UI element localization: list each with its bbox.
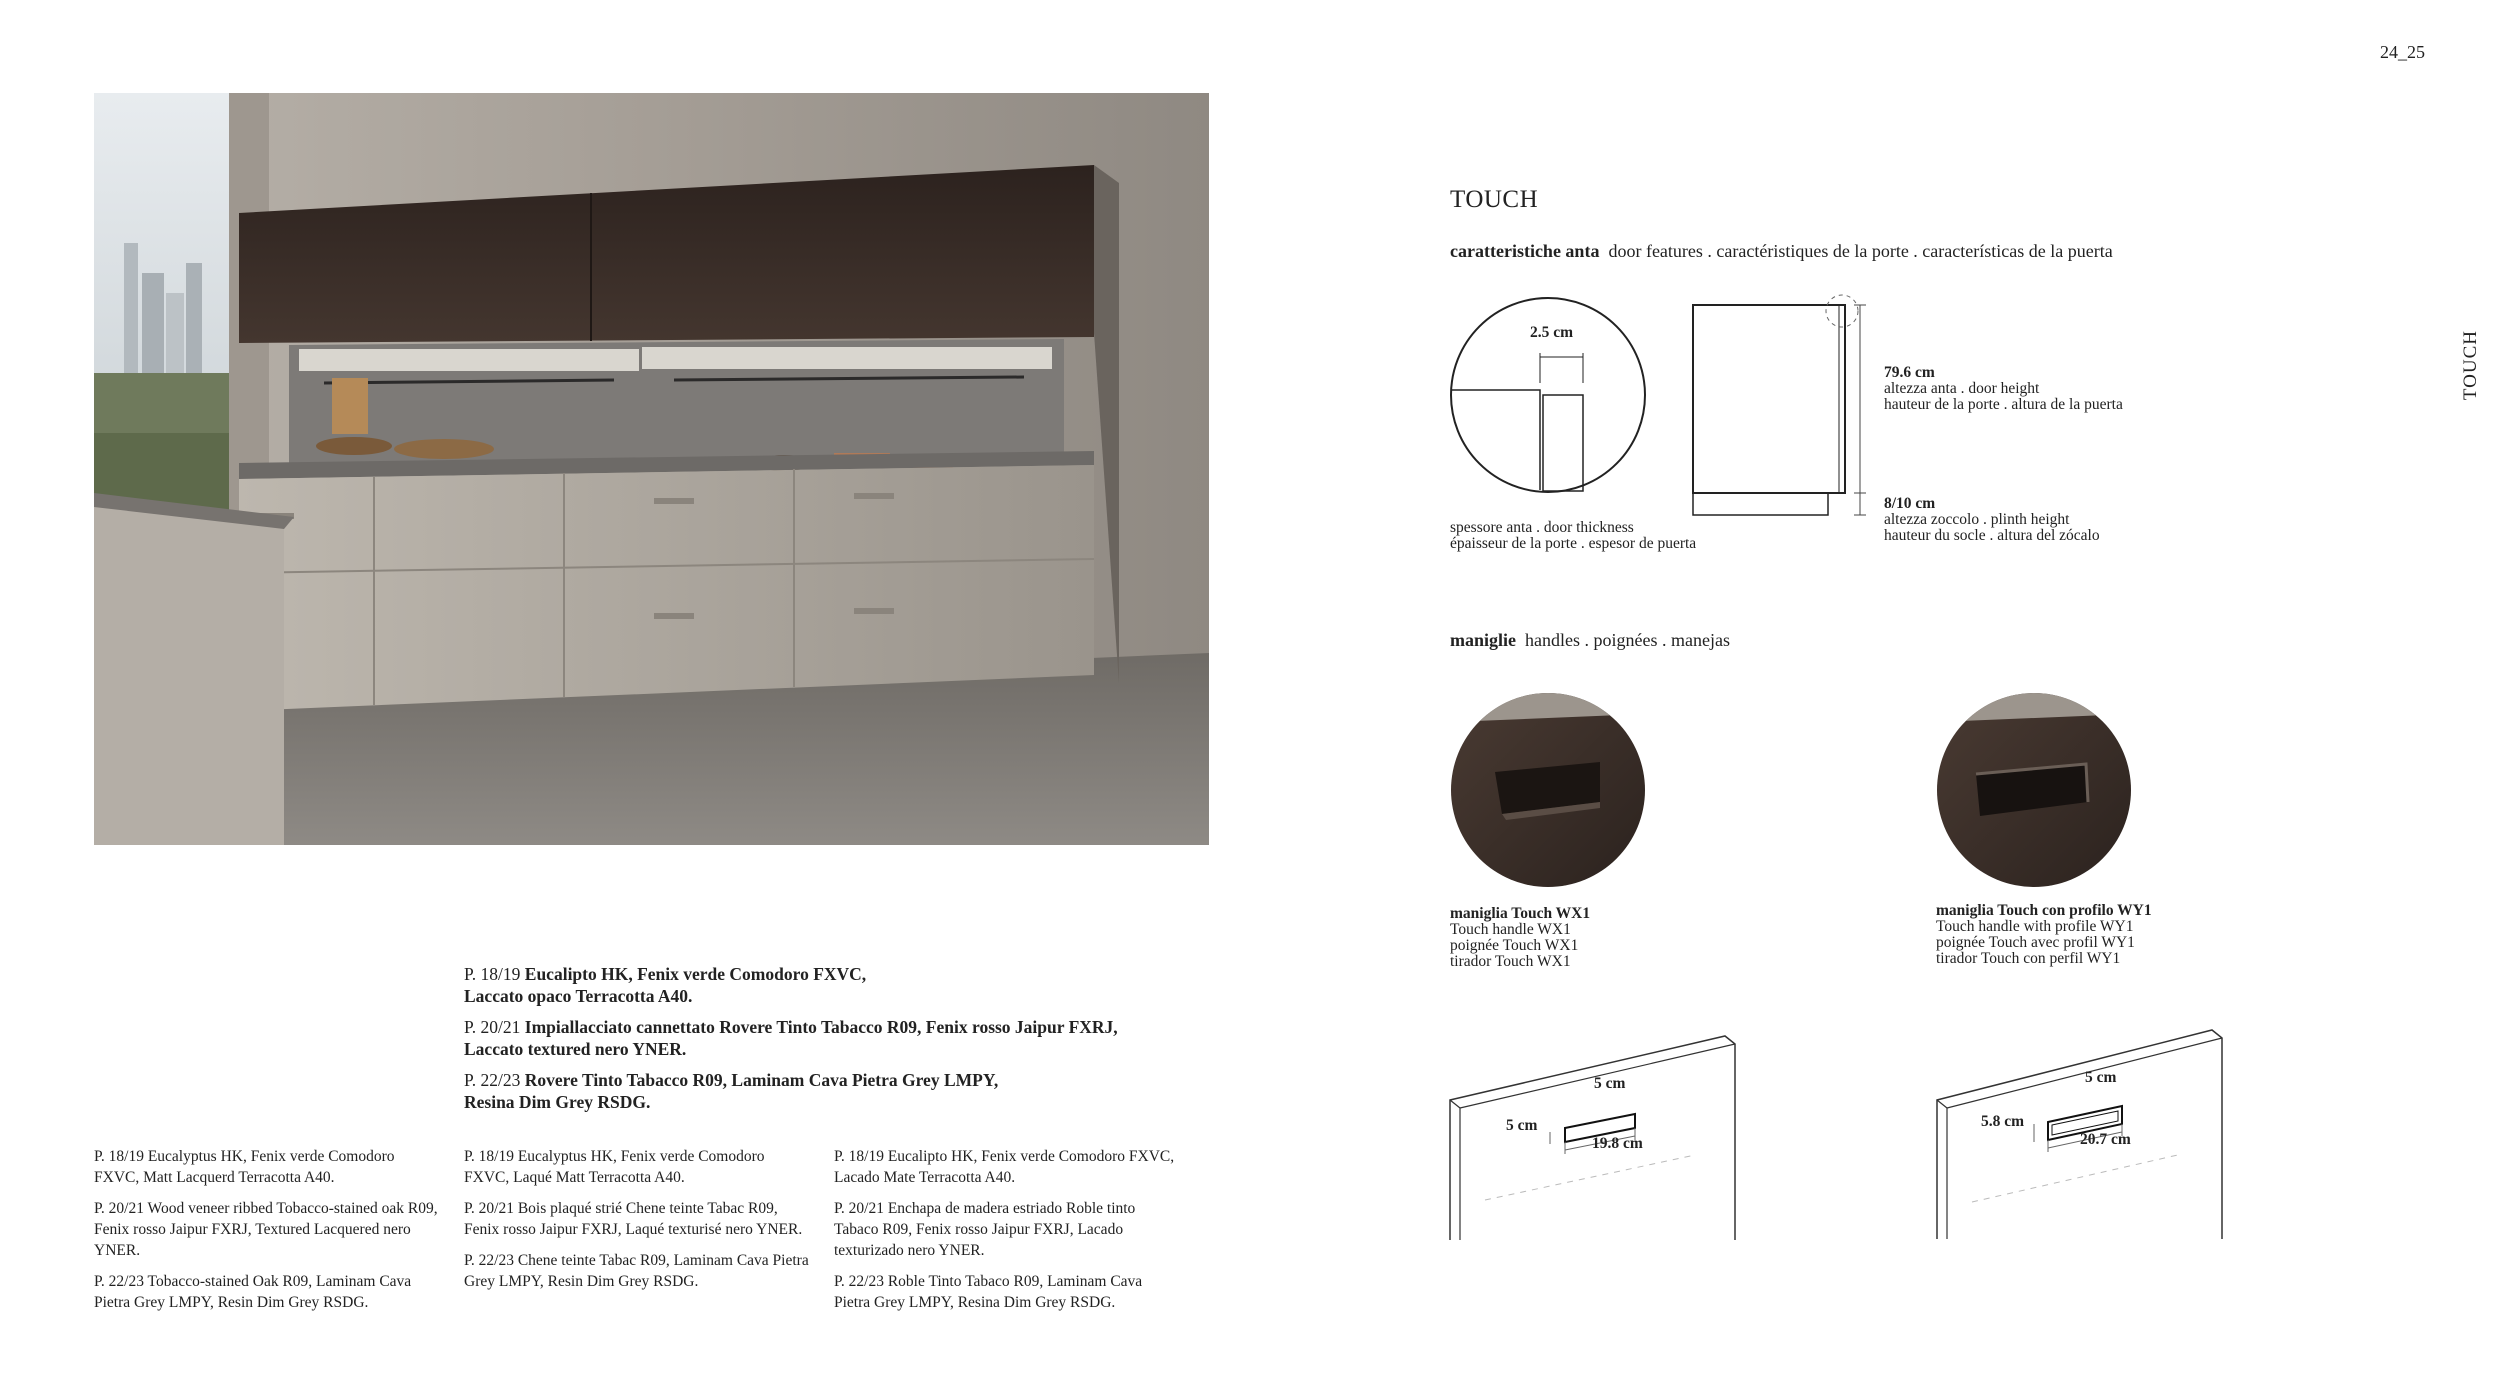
kitchen-photo-illustration xyxy=(94,93,1209,845)
handle-wx1-dim-height: 5 cm xyxy=(1594,1075,1626,1092)
handle-wx1-line: poignée Touch WX1 xyxy=(1450,937,1579,954)
door-height-caption-2: hauteur de la porte . altura de la puerta xyxy=(1884,396,2123,413)
handle-wx1-photo xyxy=(1450,692,1646,888)
caption-bold: Rovere Tinto Tabacco R09, Laminam Cava Pietra Grey LMPY, xyxy=(524,1070,999,1090)
photo-caption xyxy=(464,1016,1184,1060)
handles-label: handles . poignées . manejas xyxy=(1525,630,1730,650)
spanish-caption: P. 22/23 Roble Tinto Tabaco R09, Laminam Cava Pietra Grey LMPY, Resina Dim Grey RSDG. xyxy=(834,1273,1143,1311)
caption-prefix: P. 20/21 xyxy=(464,1017,525,1037)
photo-captions xyxy=(464,963,1184,1122)
plinth-outline xyxy=(1693,493,1828,515)
handle-wy1-dim-width: 20.7 cm xyxy=(2080,1131,2131,1148)
door-height-value: 79.6 cm xyxy=(1884,364,1935,381)
english-caption: P. 22/23 Tobacco-stained Oak R09, Laminam Cava Pietra Grey LMPY, Resin Dim Grey RSDG. xyxy=(94,1273,412,1311)
handle-wy1-line: Touch handle with profile WY1 xyxy=(1936,918,2134,935)
door-features-label-bold: caratteristiche anta xyxy=(1450,241,1600,261)
handle-wy1-line: tirador Touch con perfil WY1 xyxy=(1936,950,2121,967)
handle-wy1-title: maniglia Touch con profilo WY1 xyxy=(1936,902,2152,919)
door-height-caption-1: altezza anta . door height xyxy=(1884,380,2040,397)
caption-bold: Eucalipto HK, Fenix verde Comodoro FXVC, xyxy=(524,964,867,984)
french-caption: P. 20/21 Bois plaqué strié Chene teinte Tabac R09, Fenix rosso Jaipur FXRJ, Laqué texturisé nero YNER. xyxy=(464,1200,803,1238)
side-section-label: TOUCH xyxy=(2460,330,2481,401)
handle-wx1-caption xyxy=(1450,906,1590,970)
handle-wx1-dim-width: 19.8 cm xyxy=(1592,1135,1643,1152)
kitchen-photo xyxy=(94,93,1209,845)
door-thickness-caption xyxy=(1450,520,1696,552)
photo-caption xyxy=(464,1069,1184,1113)
french-caption: P. 18/19 Eucalyptus HK, Fenix verde Comodoro FXVC, Laqué Matt Terracotta A40. xyxy=(464,1148,765,1186)
door-features-diagram xyxy=(1440,285,1880,545)
door-thickness-caption-1: spessore anta . door thickness xyxy=(1450,519,1634,536)
plinth-height-value: 8/10 cm xyxy=(1884,495,1936,512)
door-outline xyxy=(1693,305,1845,493)
caption-prefix: P. 22/23 xyxy=(464,1070,525,1090)
page-title: TOUCH xyxy=(1450,186,1539,213)
page-number: 24_25 xyxy=(2380,42,2425,62)
handle-wy1-caption xyxy=(1936,903,2152,967)
english-caption: P. 20/21 Wood veneer ribbed Tobacco-stained oak R09, Fenix rosso Jaipur FXRJ, Textured Lacquered nero YNER. xyxy=(94,1200,438,1259)
plinth-height-caption-2: hauteur du socle . altura del zócalo xyxy=(1884,527,2100,544)
english-caption: P. 18/19 Eucalyptus HK, Fenix verde Comodoro FXVC, Matt Lacquerd Terracotta A40. xyxy=(94,1148,395,1186)
door-height-block xyxy=(1884,365,2123,413)
door-features-heading xyxy=(1450,241,2113,262)
door-thickness-caption-2: épaisseur de la porte . espesor de puerta xyxy=(1450,535,1697,552)
plinth-height-block xyxy=(1884,496,2100,544)
door-features-label: door features . caractéristiques de la porte . características de la puerta xyxy=(1608,241,2113,261)
spanish-caption: P. 18/19 Eucalipto HK, Fenix verde Comodoro FXVC, Lacado Mate Terracotta A40. xyxy=(834,1148,1175,1186)
caption-bold: Laccato textured nero YNER. xyxy=(464,1039,687,1059)
handle-wx1-dim-depth: 5 cm xyxy=(1506,1117,1538,1134)
handle-wx1-line: Touch handle WX1 xyxy=(1450,921,1571,938)
french-captions xyxy=(464,1146,809,1302)
handle-wx1-line: tirador Touch WX1 xyxy=(1450,953,1571,970)
handles-label-bold: maniglie xyxy=(1450,630,1516,650)
caption-bold: Impiallacciato cannettato Rovere Tinto Tabacco R09, Fenix rosso Jaipur FXRJ, xyxy=(524,1017,1118,1037)
handle-wy1-line: poignée Touch avec profil WY1 xyxy=(1936,934,2135,951)
door-thickness-value: 2.5 cm xyxy=(1530,324,1574,341)
photo-caption xyxy=(464,963,1184,1007)
spanish-captions xyxy=(834,1146,1179,1323)
spanish-caption: P. 20/21 Enchapa de madera estriado Roble tinto Tabaco R09, Fenix rosso Jaipur FXRJ, Lacado texturizado nero YNER. xyxy=(834,1200,1136,1259)
handle-wx1-title: maniglia Touch WX1 xyxy=(1450,905,1591,922)
handles-heading xyxy=(1450,630,1730,651)
french-caption: P. 22/23 Chene teinte Tabac R09, Laminam Cava Pietra Grey LMPY, Resin Dim Grey RSDG. xyxy=(464,1252,809,1290)
handle-wy1-dim-height: 5 cm xyxy=(2085,1069,2117,1086)
english-captions xyxy=(94,1146,439,1323)
caption-bold: Laccato opaco Terracotta A40. xyxy=(464,986,693,1006)
plinth-height-caption-1: altezza zoccolo . plinth height xyxy=(1884,511,2070,528)
handle-wy1-photo xyxy=(1936,692,2132,888)
handle-wy1-dim-depth: 5.8 cm xyxy=(1981,1113,2025,1130)
caption-prefix: P. 18/19 xyxy=(464,964,525,984)
caption-bold: Resina Dim Grey RSDG. xyxy=(464,1092,651,1112)
